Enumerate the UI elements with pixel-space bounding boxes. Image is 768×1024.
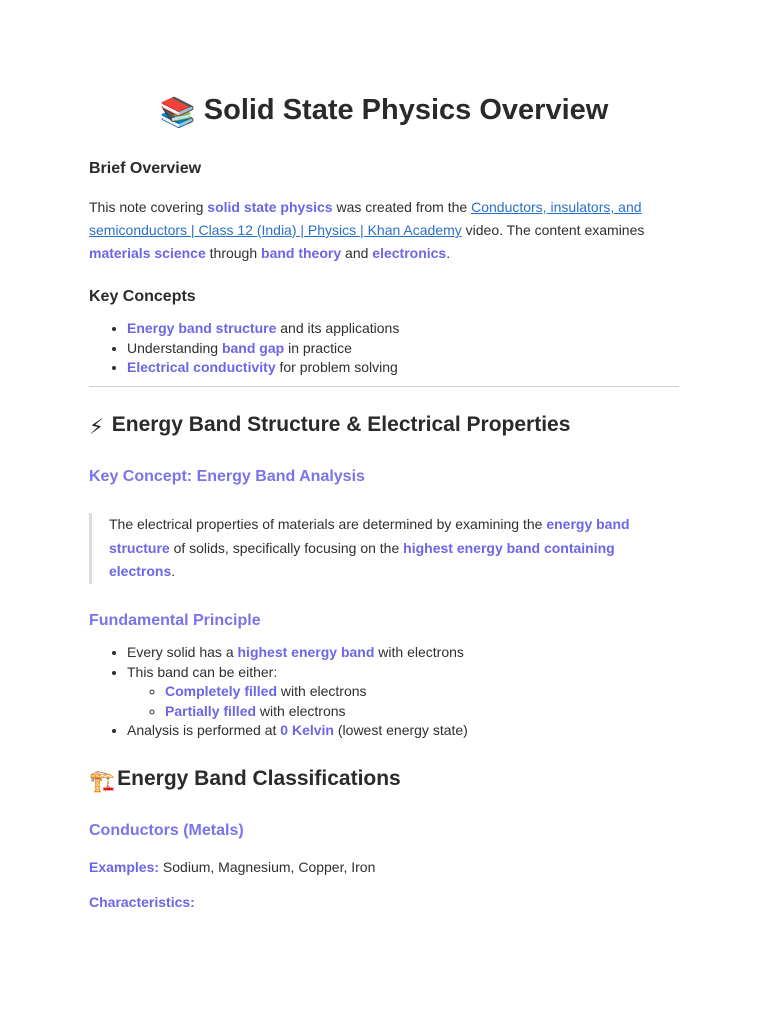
highlight-term: band theory (261, 245, 342, 261)
examples-text: Sodium, Magnesium, Copper, Iron (159, 859, 376, 875)
blockquote (89, 513, 674, 584)
highlight-term: energy band structure (109, 516, 630, 556)
text: with electrons (277, 683, 367, 699)
page-title-text: Solid State Physics Overview (203, 94, 609, 126)
highlight-term: electronics (372, 245, 447, 261)
text: and (341, 245, 373, 261)
text: video. The content examines (461, 222, 645, 238)
examples-label: Examples: (89, 859, 160, 875)
section-energy-band-heading (89, 413, 570, 440)
text: Understanding (127, 339, 222, 356)
text: The electrical properties of materials are determined by examining the (109, 516, 547, 532)
text: for problem solving (275, 359, 398, 375)
list-item (127, 358, 399, 378)
text: . (446, 245, 451, 261)
text: Every solid has a (127, 644, 238, 660)
conductors-subheading: Conductors (Metals) (89, 822, 244, 839)
examples-row (89, 859, 375, 875)
text: of solids, specifically focusing on the (169, 539, 404, 556)
brief-overview-paragraph (89, 196, 679, 265)
text: with electrons (374, 644, 464, 660)
key-concepts-list (89, 319, 399, 378)
characteristics-row (89, 894, 195, 910)
key-concept-subheading: Key Concept: Energy Band Analysis (89, 468, 365, 485)
characteristics-label: Characteristics: (89, 894, 195, 910)
text: . (171, 563, 176, 579)
highlight-term: solid state physics (207, 199, 333, 215)
highlight-term: Partially filled (165, 702, 257, 719)
principle-list (89, 643, 468, 741)
highlight-term: Completely filled (165, 683, 278, 699)
text: (lowest energy state) (334, 722, 468, 738)
highlight-term: materials science (89, 245, 206, 261)
key-concepts-heading: Key Concepts (89, 288, 196, 305)
page-title (89, 94, 679, 130)
highlight-term: Energy band structure (127, 320, 277, 336)
text: This note covering (89, 199, 208, 215)
highlight-term: 0 Kelvin (280, 722, 334, 738)
fundamental-principle-subheading: Fundamental Principle (89, 612, 261, 629)
books-icon: 📚 (159, 97, 196, 129)
list-item (127, 663, 468, 722)
section-heading-text: Energy Band Classifications (117, 767, 401, 790)
sub-list (127, 682, 468, 721)
text: was created from the (332, 199, 472, 215)
highlight-term: highest energy band (237, 644, 375, 660)
text: in practice (284, 339, 352, 356)
section-classifications-heading (89, 767, 401, 794)
brief-overview-heading: Brief Overview (89, 160, 202, 177)
list-item (127, 643, 468, 663)
highlight-term: highest energy band containing electrons (109, 539, 615, 579)
list-item (127, 339, 399, 359)
construction-crane-icon: 🏗️ (89, 770, 116, 793)
text: This band can be either: (127, 663, 278, 680)
sub-list-item (165, 682, 468, 702)
divider (89, 386, 679, 387)
lightning-icon: ⚡ (89, 416, 104, 439)
text: through (205, 245, 262, 261)
highlight-term: Electrical conductivity (127, 359, 276, 375)
text: with electrons (256, 702, 346, 719)
source-video-link[interactable]: Conductors, insulators, and semiconductors | Class 12 (India) | Physics | Khan Academy (89, 199, 642, 238)
list-item (127, 721, 468, 741)
text: and its applications (276, 320, 400, 336)
highlight-term: band gap (221, 339, 285, 356)
text: Analysis is performed at (127, 722, 281, 738)
list-item (127, 319, 399, 339)
section-heading-text: Energy Band Structure & Electrical Properties (111, 413, 571, 436)
sub-list-item (165, 702, 468, 722)
